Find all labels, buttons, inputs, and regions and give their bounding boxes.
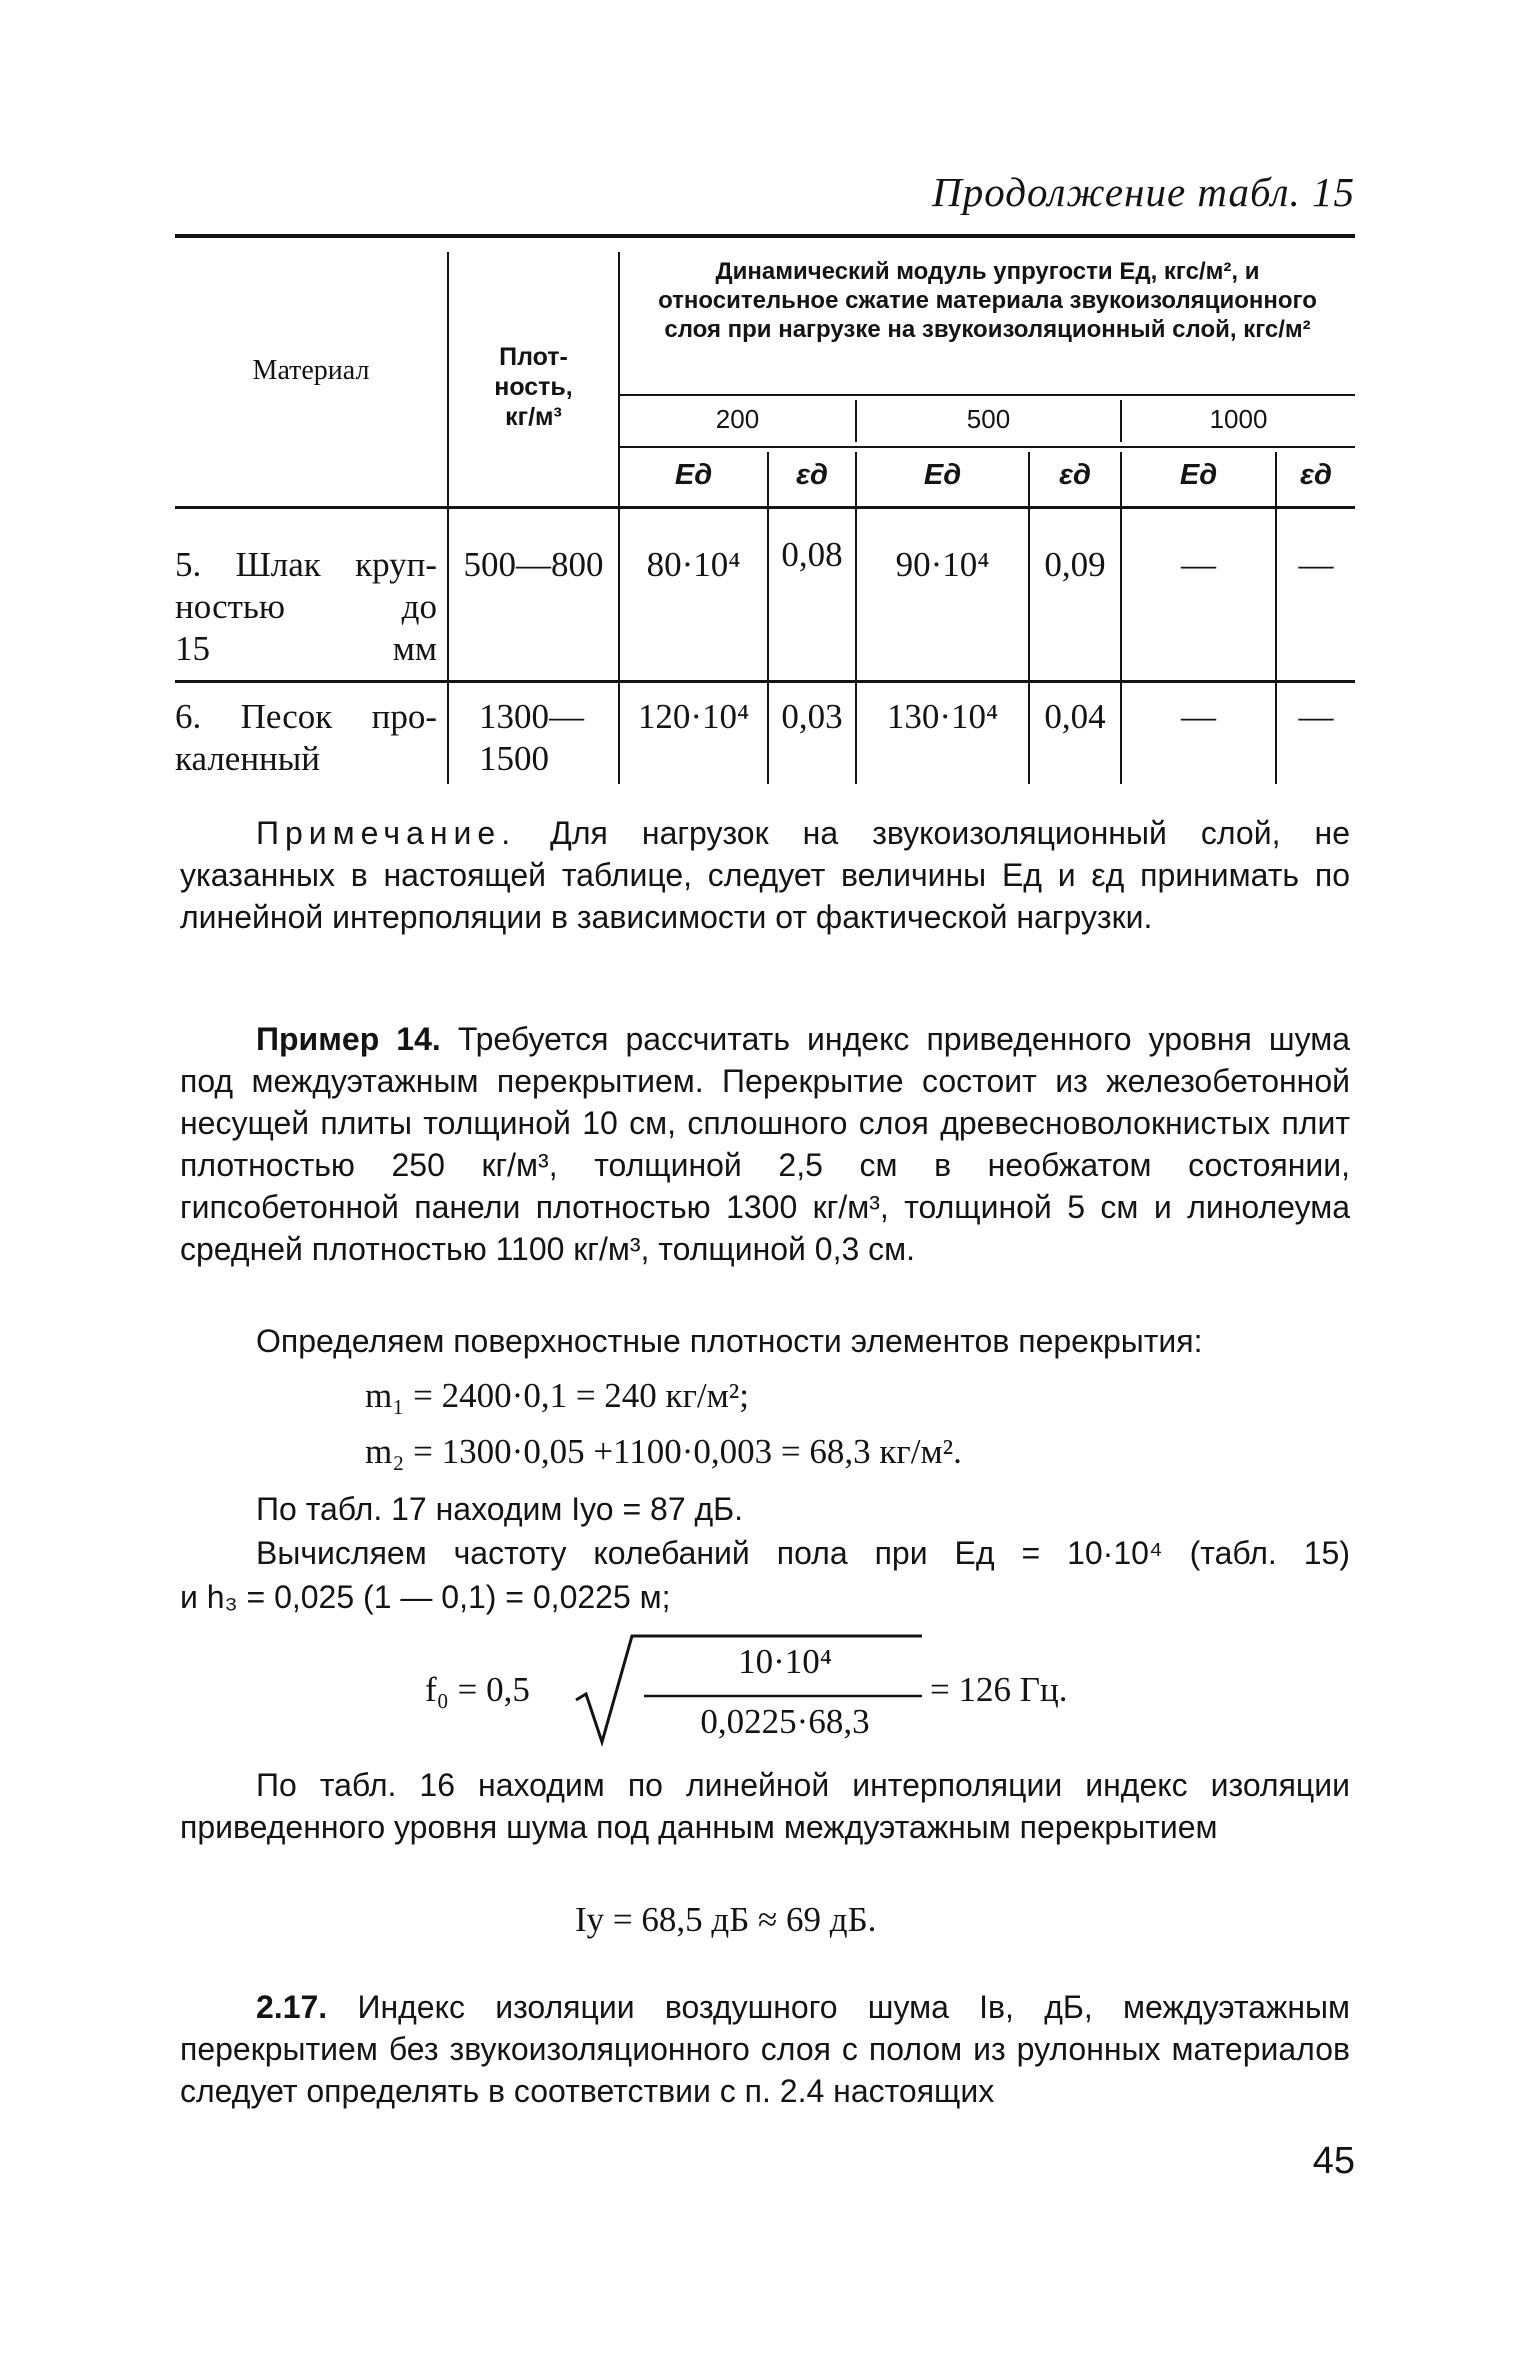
clause-paragraph [180,1986,1350,2112]
table-cell: 80·10⁴ [646,545,741,584]
page-number: 45 [1312,2140,1355,2182]
table-cell: 0,03 [781,697,843,736]
clause-text: Индекс изоляции воздушного шума Iв, дБ, междуэтажным перекрытием без звукоизоляционного слоя с полом из рулонных материалов следует определять в соответствии с п. 2.4 настоящих [180,1989,1351,2109]
formula-m1: m₁ = 2400·0,1 = 240 кг/м²; [365,1376,750,1415]
table-cell: — [1181,697,1216,736]
table-cell: — [1181,545,1216,584]
note-label: Примечание. [256,815,517,851]
table-row-density: 500—800 [463,545,604,584]
header-modulus-title: Динамический модуль упругости Eд, кгс/м², и относительное сжатие материала звукоизоляционного слоя при нагрузке на звукоизоляционный слой, кгс/м² [658,258,1317,343]
formula-iy: Iу = 68,5 дБ ≈ 69 дБ. [575,1900,877,1939]
header-load-500: 500 [966,404,1011,434]
formula-m2: m₂ = 1300·0,05 +1100·0,003 = 68,3 кг/м². [365,1432,962,1471]
table-cell: 0,08 [781,535,843,574]
subheader-eps-1000: εд [1300,459,1332,491]
example-text: Требуется рассчитать индекс приведенного уровня шума под междуэтажным перекрытием. Перекрытие состоит из железобетонной несущей плиты толщиной 10 см, сплошного слоя древесноволокнистых плит плотностью 250 кг/м³, толщиной 2,5 см в необжатом состоянии, гипсобетонной панели плотностью 1300 кг/м³, толщиной 5 см и линолеума средней плотностью 1100 кг/м³, толщиной 0,3 см. [180,1021,1351,1267]
subheader-eps-500: εд [1059,459,1091,491]
table17-line: По табл. 17 находим Iуо = 87 дБ. [256,1491,744,1527]
example-paragraph [180,1018,1350,1270]
table-cell: 90·10⁴ [895,545,990,584]
subheader-e-1000: Eд [1179,459,1218,491]
header-material: Материал [252,355,370,386]
subheader-eps-200: εд [796,459,828,491]
subheader-e-200: Eд [674,459,713,491]
thickness-line: и h₃ = 0,025 (1 — 0,1) = 0,0225 м; [180,1579,671,1615]
frequency-line: Вычисляем частоту колебаний пола при Eд = 10·10⁴ (табл. 15) [256,1535,1350,1571]
table-cell: 120·10⁴ [637,697,750,736]
table16-paragraph: По табл. 16 находим по линейной интерполяции индекс изоляции приведенного уровня шума под данным междуэтажным перекрытием [180,1767,1350,1845]
surface-density-intro: Определяем поверхностные плотности элементов перекрытия: [256,1323,1203,1359]
table-note [180,812,1350,938]
formula-f0-result: = 126 Гц. [930,1670,1068,1709]
header-load-1000: 1000 [1209,404,1268,434]
note-text: Для нагрузок на звукоизоляционный слой, не указанных в настоящей таблице, следует величины Eд и εд принимать по линейной интерполяции в зависимости от фактической нагрузки. [180,815,1350,935]
header-load-200: 200 [715,404,760,434]
example-label: Пример 14. [256,1021,441,1057]
subheader-e-500: Eд [923,459,962,491]
table-cell: 130·10⁴ [886,697,999,736]
clause-label: 2.17. [256,1989,328,2025]
table-cell: 0,04 [1044,697,1106,736]
data-table [175,234,1355,794]
table-row-density: 1300— 1500 [479,697,584,778]
formula-f0-denominator: 0,0225·68,3 [700,1702,870,1741]
formula-f0-numerator: 10·10⁴ [738,1642,832,1681]
table-cell: — [1298,697,1334,736]
table-cell: 0,09 [1044,545,1106,584]
formula-f0-left: f₀ = 0,5 [425,1670,530,1709]
table-row-material: 5. Шлак круп- ностью до 15 мм [175,545,437,668]
header-density: Плот- ность, кг/м³ [494,343,573,431]
table-row-material: 6. Песок про- каленный [175,697,437,778]
running-head: Продолжение табл. 15 [932,169,1355,215]
table-cell: — [1298,545,1334,584]
